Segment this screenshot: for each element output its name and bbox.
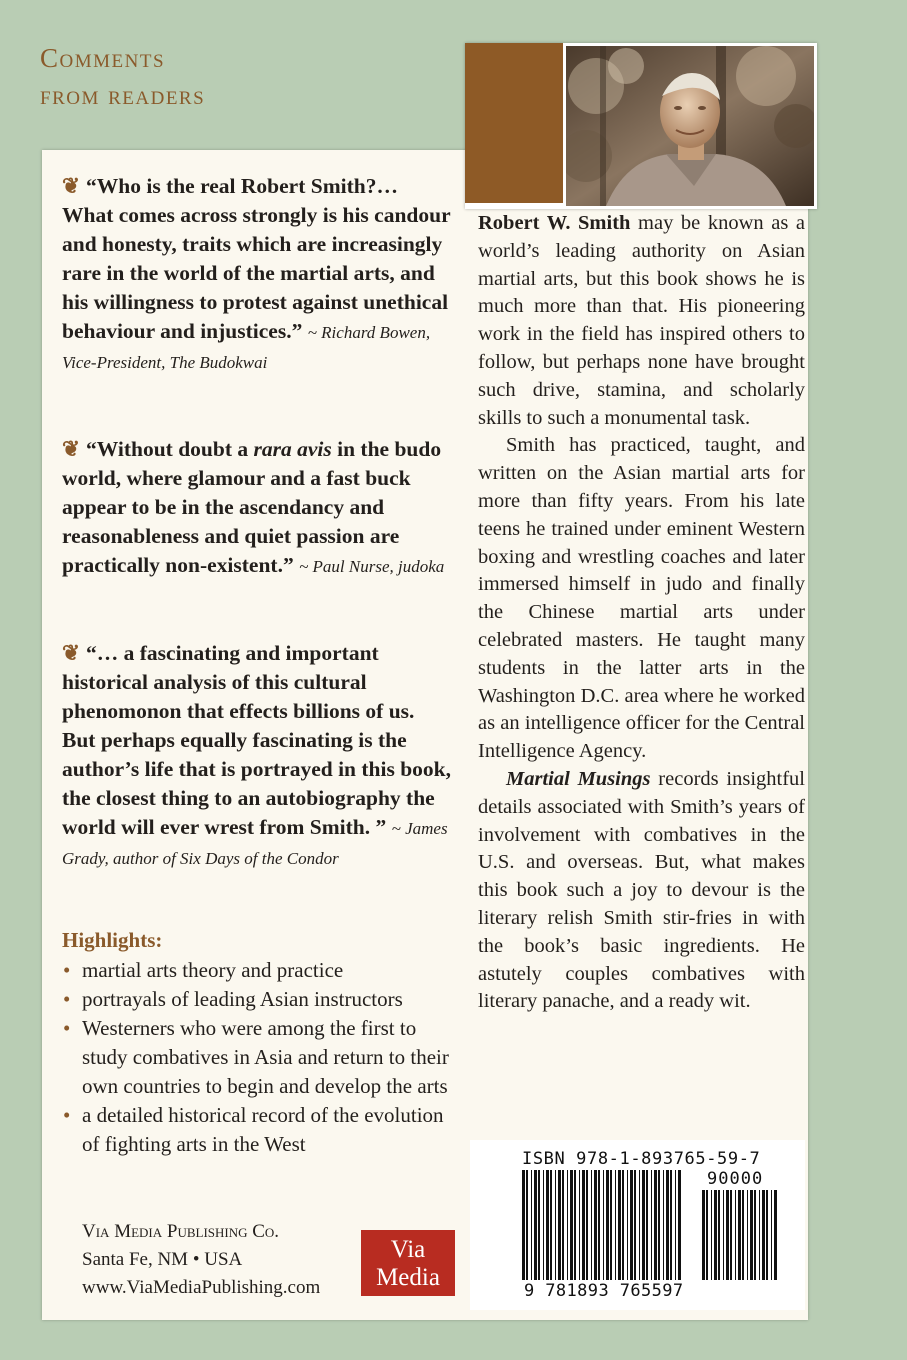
bio-p3-text: records insightful details associated with Smith’s years of involvement with combatives in the U.S. and overseas. But, what makes this book such a joy to devour is the literary relish Smith stir-fries in with the book’s basic ingredients. He astutely couples combatives with literary panache, and a ready wit. <box>478 767 805 1013</box>
barcode-bar <box>531 1170 532 1280</box>
barcode-bar <box>622 1170 624 1280</box>
barcode-bar <box>522 1170 525 1280</box>
barcode-bar <box>771 1190 772 1280</box>
quote-text: “… a fascinating and important historical analysis of this cultural phenomonon that effects billions of us. But perhaps equally fascinating is the author’s life that is portrayed in this book, the closest thing to an autobiography the world will ever wrest from Smith. ” <box>62 641 452 839</box>
isbn-text: ISBN 978-1-893765-59-7 <box>522 1149 761 1169</box>
author-name: Robert W. Smith <box>478 212 631 234</box>
barcode-box <box>470 1140 805 1310</box>
author-photo-frame <box>465 43 817 209</box>
highlights-heading: Highlights: <box>62 928 163 952</box>
barcode-bar <box>630 1170 633 1280</box>
barcode-bar <box>627 1170 628 1280</box>
reader-quote-1 <box>62 172 452 377</box>
quote-attribution: ~ James Grady, author of Six Days of the Condor <box>62 819 448 868</box>
barcode-bar <box>603 1170 604 1280</box>
barcode-bar <box>726 1190 729 1280</box>
author-photo <box>566 46 814 206</box>
barcode-bar <box>658 1170 660 1280</box>
header-title <box>40 40 420 114</box>
reader-quote-3 <box>62 639 452 873</box>
barcode-bar <box>582 1170 585 1280</box>
barcode-bar <box>670 1170 672 1280</box>
logo-line-1: Via <box>390 1236 426 1263</box>
quote-text: “Who is the real Robert Smith?… What comes across strongly is his candour and honesty, traits which are increasingly rare in the world of the martial arts, and his willingness to protest against unethical behaviour and injustices.” <box>62 174 451 343</box>
barcode-bar <box>718 1190 720 1280</box>
barcode-bar <box>558 1170 561 1280</box>
barcode-bar <box>766 1190 768 1280</box>
barcode-bar <box>610 1170 612 1280</box>
barcode-bar <box>759 1190 760 1280</box>
publisher-logo <box>361 1230 455 1296</box>
barcode-bar <box>750 1190 753 1280</box>
barcode-bar <box>774 1190 777 1280</box>
barcode-bar <box>615 1170 616 1280</box>
barcode-bar <box>678 1170 681 1280</box>
barcode-bar <box>742 1190 744 1280</box>
barcode-bar <box>586 1170 588 1280</box>
barcode-bar <box>534 1170 537 1280</box>
barcode-bar <box>562 1170 564 1280</box>
barcode-bar <box>735 1190 736 1280</box>
barcode-bar <box>634 1170 636 1280</box>
barcode-bar <box>663 1170 664 1280</box>
barcode-bar <box>651 1170 652 1280</box>
publisher-name: Via Media Publishing Co. <box>82 1221 280 1242</box>
barcode-bar <box>642 1170 645 1280</box>
barcode-bar <box>574 1170 576 1280</box>
quote-text-italic: rara avis <box>253 437 332 461</box>
quote-attribution: ~ Richard Bowen, Vice-President, The Budokwai <box>62 323 431 372</box>
barcode-bar <box>550 1170 552 1280</box>
barcode-bar <box>543 1170 544 1280</box>
barcode-bar <box>538 1170 540 1280</box>
barcode-bar <box>579 1170 580 1280</box>
barcode-bar <box>666 1170 669 1280</box>
barcode-bar <box>754 1190 756 1280</box>
leaf-ornament-icon: ❦ <box>62 437 81 461</box>
barcode-bar <box>618 1170 621 1280</box>
logo-line-2: Media <box>376 1264 440 1291</box>
barcode-bar <box>738 1190 741 1280</box>
header-line-1: Comments <box>40 43 166 73</box>
barcode-bar <box>747 1190 748 1280</box>
barcode-bar <box>546 1170 549 1280</box>
barcode-bar <box>526 1170 528 1280</box>
barcode-bar <box>702 1190 705 1280</box>
barcode-bar <box>714 1190 717 1280</box>
barcode-bar <box>594 1170 597 1280</box>
barcode-bar <box>567 1170 568 1280</box>
highlight-item: • Westerners who were among the first to study combatives in Asia and return to their own countries to begin and develop the arts <box>62 1014 462 1101</box>
barcode-bar <box>591 1170 592 1280</box>
highlight-item: • portrayals of leading Asian instructors <box>62 985 462 1014</box>
barcode-bar <box>598 1170 600 1280</box>
barcode-bar <box>570 1170 573 1280</box>
highlight-item: • a detailed historical record of the evolution of fighting arts in the West <box>62 1101 462 1159</box>
barcode-bar <box>606 1170 609 1280</box>
publisher-website: www.ViaMediaPublishing.com <box>82 1277 321 1298</box>
barcode-bar <box>646 1170 648 1280</box>
barcode-bar <box>675 1170 676 1280</box>
bio-p1-text: may be known as a world’s leading authority on Asian martial arts, but this book shows he is much more than that. His pioneering work in the field has inspired others to follow, but perhaps none have brought such drive, stamina, and scholarly skills to such a monumental task. <box>478 212 805 429</box>
highlights-list <box>62 956 462 1159</box>
barcode-bar <box>711 1190 712 1280</box>
barcode-bar <box>762 1190 765 1280</box>
leaf-ornament-icon: ❦ <box>62 174 81 198</box>
quote-attribution: ~ Paul Nurse, judoka <box>299 557 445 576</box>
book-title: Martial Musings <box>506 767 651 790</box>
highlight-item: • martial arts theory and practice <box>62 956 462 985</box>
ean-digits: 9 781893 765597 <box>524 1281 684 1301</box>
header-line-2: from readers <box>40 80 206 110</box>
publisher-location: Santa Fe, NM • USA <box>82 1249 243 1270</box>
barcode-bar <box>706 1190 708 1280</box>
bio-paragraph-2: Smith has practiced, taught, and written on the Asian martial arts for more than fifty years. From his late teens he trained under eminent Western boxing and wrestling coaches and later immersed himself in judo and finally the Chinese martial arts under celebrated masters. He taught many students in the latter arts in the Washington D.C. area where he worked as an intelligence officer for the Central Intelligence Agency. <box>478 434 805 763</box>
publisher-info <box>82 1218 372 1302</box>
barcode-bar <box>730 1190 732 1280</box>
bio-paragraph-3 <box>478 766 805 1016</box>
barcode-bar <box>555 1170 556 1280</box>
leaf-ornament-icon: ❦ <box>62 641 81 665</box>
bio-paragraph-1 <box>478 210 805 432</box>
price-code-text: 90000 <box>707 1169 764 1189</box>
author-bio <box>478 210 805 1016</box>
barcode-bar <box>639 1170 640 1280</box>
photo-accent-band <box>465 43 563 203</box>
reader-quote-2 <box>62 435 452 581</box>
barcode-bar <box>654 1170 657 1280</box>
quote-text-before: “Without doubt a <box>86 437 254 461</box>
barcode-bar <box>723 1190 724 1280</box>
quote-text-after: in the budo world, where glamour and a fast buck appear to be in the ascendancy and reasonableness and quiet passion are practically non-existent.” <box>62 437 442 577</box>
